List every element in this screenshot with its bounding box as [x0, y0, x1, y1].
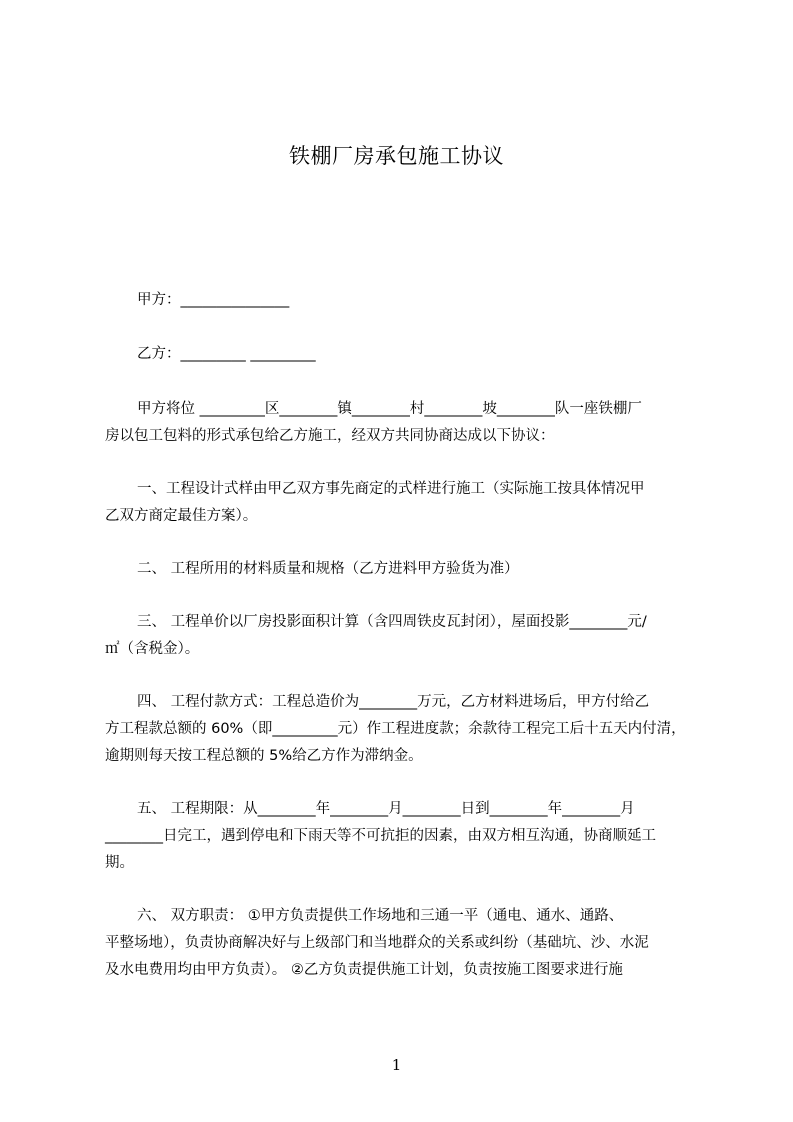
clause-6-line-3: 及水电费用均由甲方负责）。 ②乙方负责提供施工计划，负责按施工图要求进行施	[105, 962, 623, 978]
clause-5-line-2: ________日完工，遇到停电和下雨天等不可抗拒的因素，由双方相互沟通，协商顺延工	[105, 828, 656, 844]
party-b-line: 乙方：_________ _________	[137, 346, 316, 362]
clause-4-line-2: 方工程款总额的 60%（即_________元）作工程进度款；余款待工程完工后十五天内付清，	[105, 721, 686, 737]
clause-5-line-1: 五、 工程期限：从________年________月________日到________年________月	[137, 801, 635, 817]
clause-3-line-1: 三、 工程单价以厂房投影面积计算（含四周铁皮瓦封闭），屋面投影________元/	[137, 614, 647, 630]
intro-paragraph-line-1: 甲方将位 _________区________镇________村________坡________队一座铁棚厂	[137, 401, 642, 417]
intro-paragraph-line-2: 房以包工包料的形式承包给乙方施工，经双方共同协商达成以下协议：	[105, 428, 555, 444]
party-a-line: 甲方：_______________	[137, 292, 290, 308]
clause-6-line-1: 六、 双方职责： ①甲方负责提供工作场地和三通一平（通电、通水、通路、	[137, 908, 624, 924]
clause-5-line-3: 期。	[105, 855, 134, 871]
clause-4-line-1: 四、 工程付款方式：工程总造价为________万元，乙方材料进场后，甲方付给乙	[137, 694, 650, 710]
document-title: 铁棚厂房承包施工协议	[289, 144, 504, 168]
clause-6-line-2: 平整场地），负责协商解决好与上级部门和当地群众的关系或纠纷（基础坑、沙、水泥	[105, 935, 649, 951]
clause-1-line-1: 一、工程设计式样由甲乙双方事先商定的式样进行施工（实际施工按具体情况甲	[137, 481, 645, 497]
page-number: 1	[391, 1056, 402, 1074]
clause-1-line-2: 乙双方商定最佳方案）。	[105, 508, 258, 524]
clause-2-line-1: 二、 工程所用的材料质量和规格（乙方进料甲方验货为准）	[137, 561, 519, 577]
clause-4-line-3: 逾期则每天按工程总额的 5%给乙方作为滞纳金。	[105, 748, 423, 764]
clause-3-line-2: ㎡（含税金）。	[105, 641, 200, 657]
